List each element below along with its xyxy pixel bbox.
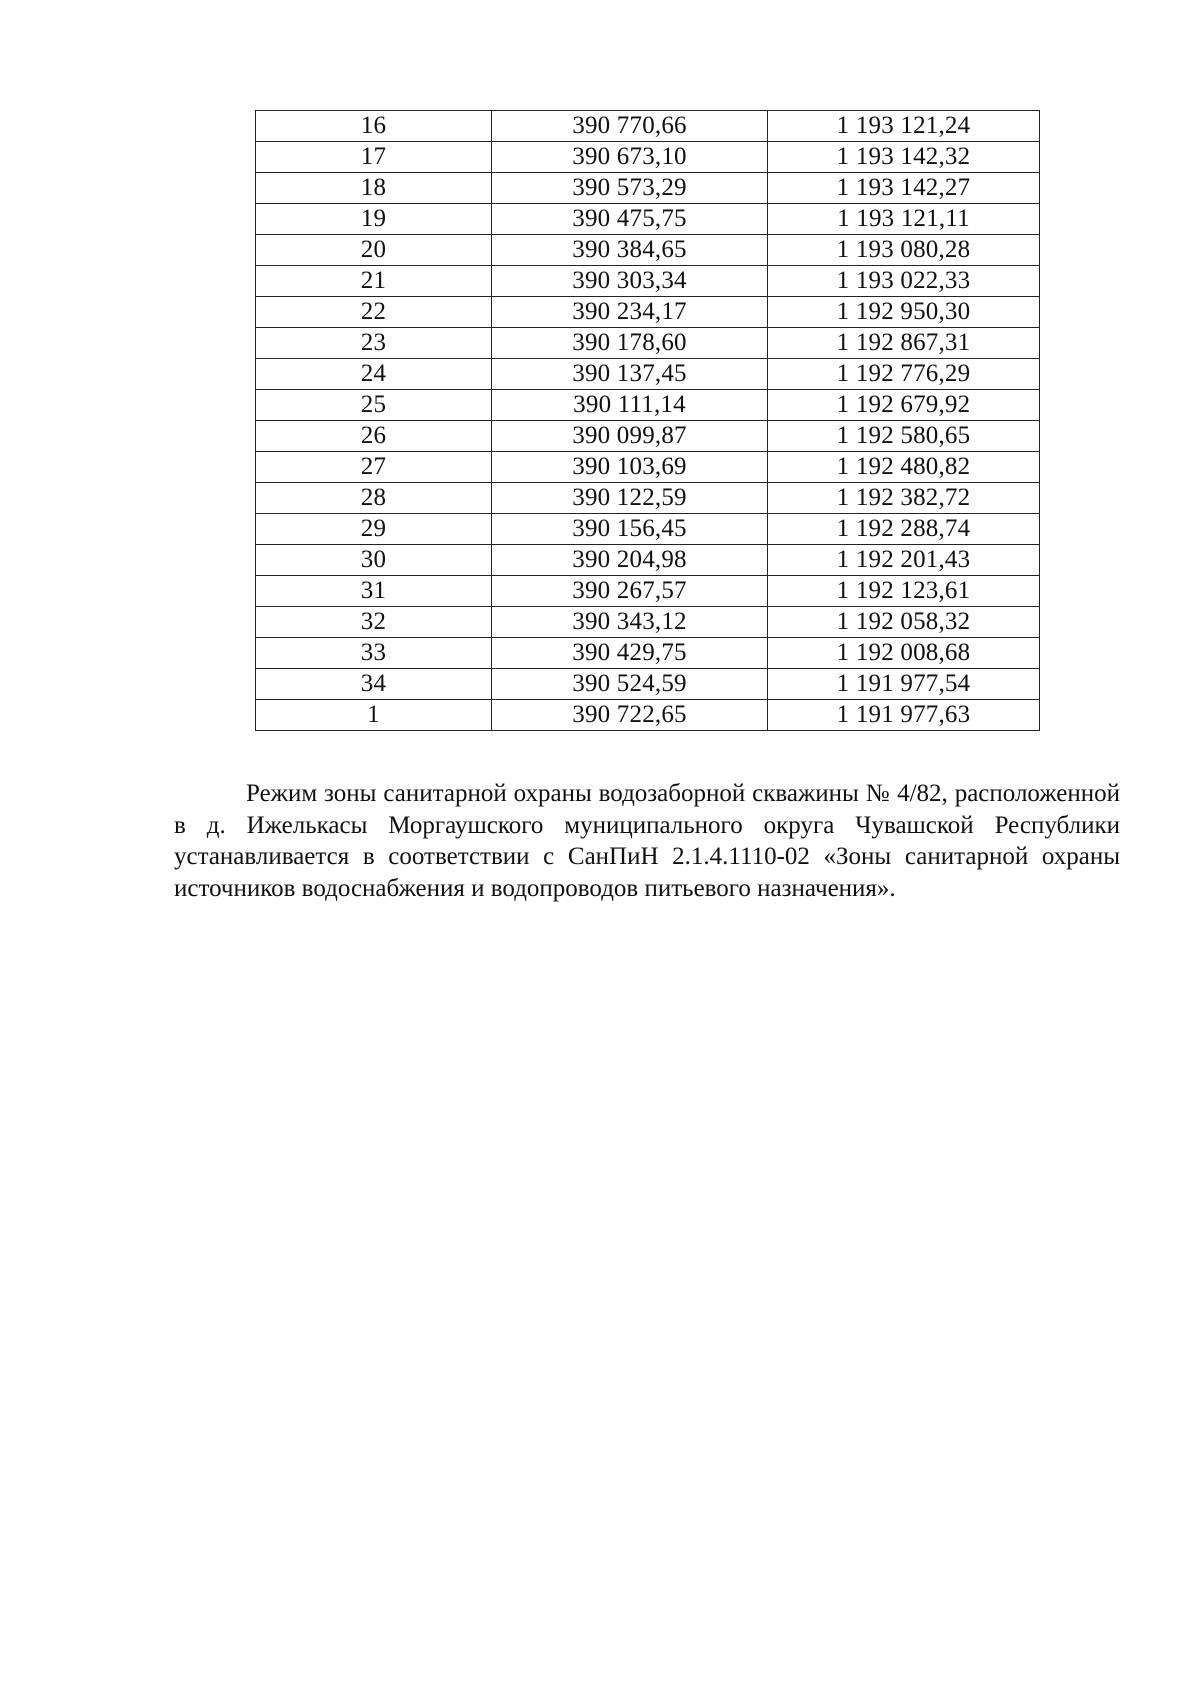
x-coordinate-cell: 390 122,59 <box>492 483 768 514</box>
point-number-cell: 26 <box>256 421 492 452</box>
table-row <box>256 700 1040 731</box>
point-number-cell: 23 <box>256 328 492 359</box>
table-row <box>256 266 1040 297</box>
point-number-cell: 20 <box>256 235 492 266</box>
table-row <box>256 111 1040 142</box>
table-row <box>256 638 1040 669</box>
table-row <box>256 142 1040 173</box>
table-row <box>256 421 1040 452</box>
point-number-cell: 16 <box>256 111 492 142</box>
table-row <box>256 328 1040 359</box>
table-row <box>256 514 1040 545</box>
point-number-cell: 1 <box>256 700 492 731</box>
table-row <box>256 669 1040 700</box>
x-coordinate-cell: 390 573,29 <box>492 173 768 204</box>
x-coordinate-cell: 390 204,98 <box>492 545 768 576</box>
x-coordinate-cell: 390 156,45 <box>492 514 768 545</box>
x-coordinate-cell: 390 099,87 <box>492 421 768 452</box>
y-coordinate-cell: 1 193 142,32 <box>768 142 1040 173</box>
point-number-cell: 17 <box>256 142 492 173</box>
point-number-cell: 30 <box>256 545 492 576</box>
coordinates-table-body <box>256 111 1040 731</box>
x-coordinate-cell: 390 429,75 <box>492 638 768 669</box>
x-coordinate-cell: 390 524,59 <box>492 669 768 700</box>
point-number-cell: 29 <box>256 514 492 545</box>
table-row <box>256 390 1040 421</box>
y-coordinate-cell: 1 192 950,30 <box>768 297 1040 328</box>
y-coordinate-cell: 1 192 123,61 <box>768 576 1040 607</box>
table-row <box>256 452 1040 483</box>
table-row <box>256 607 1040 638</box>
point-number-cell: 21 <box>256 266 492 297</box>
y-coordinate-cell: 1 192 776,29 <box>768 359 1040 390</box>
y-coordinate-cell: 1 193 142,27 <box>768 173 1040 204</box>
x-coordinate-cell: 390 111,14 <box>492 390 768 421</box>
table-row <box>256 576 1040 607</box>
table-row <box>256 483 1040 514</box>
x-coordinate-cell: 390 384,65 <box>492 235 768 266</box>
y-coordinate-cell: 1 192 867,31 <box>768 328 1040 359</box>
table-row <box>256 297 1040 328</box>
y-coordinate-cell: 1 192 008,68 <box>768 638 1040 669</box>
y-coordinate-cell: 1 193 080,28 <box>768 235 1040 266</box>
table-row <box>256 235 1040 266</box>
y-coordinate-cell: 1 193 022,33 <box>768 266 1040 297</box>
y-coordinate-cell: 1 192 201,43 <box>768 545 1040 576</box>
point-number-cell: 18 <box>256 173 492 204</box>
point-number-cell: 27 <box>256 452 492 483</box>
y-coordinate-cell: 1 192 480,82 <box>768 452 1040 483</box>
y-coordinate-cell: 1 193 121,24 <box>768 111 1040 142</box>
y-coordinate-cell: 1 193 121,11 <box>768 204 1040 235</box>
coordinates-table <box>255 110 1040 731</box>
point-number-cell: 25 <box>256 390 492 421</box>
point-number-cell: 28 <box>256 483 492 514</box>
x-coordinate-cell: 390 343,12 <box>492 607 768 638</box>
point-number-cell: 24 <box>256 359 492 390</box>
x-coordinate-cell: 390 673,10 <box>492 142 768 173</box>
x-coordinate-cell: 390 303,34 <box>492 266 768 297</box>
y-coordinate-cell: 1 192 679,92 <box>768 390 1040 421</box>
point-number-cell: 33 <box>256 638 492 669</box>
point-number-cell: 32 <box>256 607 492 638</box>
x-coordinate-cell: 390 267,57 <box>492 576 768 607</box>
y-coordinate-cell: 1 191 977,63 <box>768 700 1040 731</box>
x-coordinate-cell: 390 103,69 <box>492 452 768 483</box>
y-coordinate-cell: 1 192 288,74 <box>768 514 1040 545</box>
point-number-cell: 19 <box>256 204 492 235</box>
y-coordinate-cell: 1 192 382,72 <box>768 483 1040 514</box>
table-row <box>256 204 1040 235</box>
x-coordinate-cell: 390 178,60 <box>492 328 768 359</box>
point-number-cell: 22 <box>256 297 492 328</box>
table-row <box>256 359 1040 390</box>
sanitary-zone-paragraph: Режим зоны санитарной охраны водозаборной скважины № 4/82, расположенной в д. Ижелькасы Моргаушского муниципального округа Чувашской Республики устанавливается в соответствии с СанПиН 2.1.4.1110-02 «Зоны санитарной охраны источников водоснабжения и водопроводов питьевого назначения». <box>174 780 1120 902</box>
x-coordinate-cell: 390 137,45 <box>492 359 768 390</box>
x-coordinate-cell: 390 475,75 <box>492 204 768 235</box>
point-number-cell: 34 <box>256 669 492 700</box>
y-coordinate-cell: 1 191 977,54 <box>768 669 1040 700</box>
y-coordinate-cell: 1 192 580,65 <box>768 421 1040 452</box>
x-coordinate-cell: 390 770,66 <box>492 111 768 142</box>
x-coordinate-cell: 390 234,17 <box>492 297 768 328</box>
table-row <box>256 545 1040 576</box>
y-coordinate-cell: 1 192 058,32 <box>768 607 1040 638</box>
x-coordinate-cell: 390 722,65 <box>492 700 768 731</box>
table-row <box>256 173 1040 204</box>
point-number-cell: 31 <box>256 576 492 607</box>
